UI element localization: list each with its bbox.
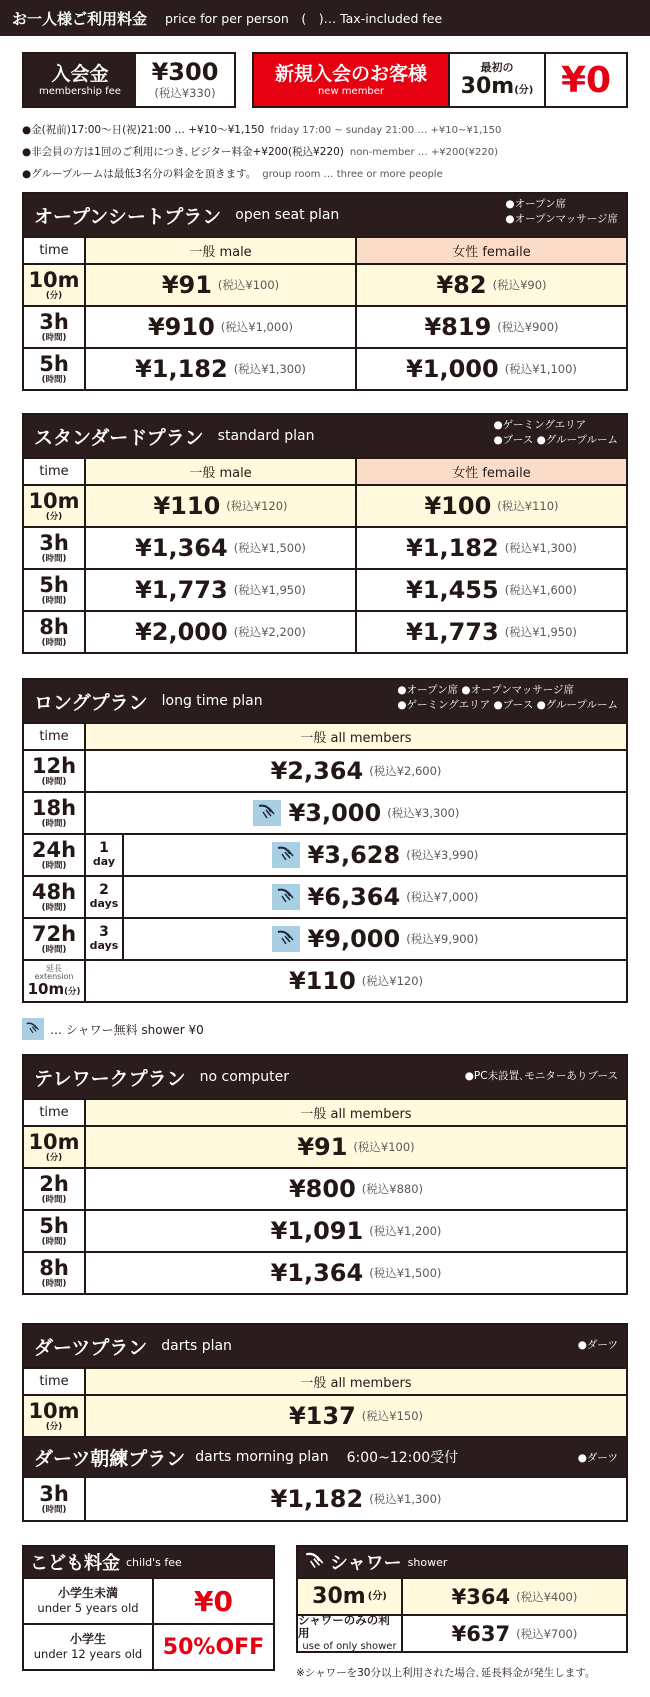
price: ¥1,364	[270, 1259, 364, 1287]
plan-header	[24, 1056, 626, 1098]
days-label: days	[89, 897, 119, 910]
tax-price: (税込¥1,600)	[504, 583, 577, 597]
col-female: 女性 femaile	[355, 238, 626, 263]
shower-icon	[272, 926, 300, 952]
membership-label: 入会金	[51, 62, 109, 85]
time-unit: (時間)	[41, 1194, 67, 1205]
time-cell	[24, 1396, 86, 1436]
time-value: 3h	[39, 309, 69, 334]
col-time: time	[24, 459, 86, 484]
days-label: days	[89, 939, 119, 952]
time-unit: (時間)	[41, 1504, 67, 1515]
time-value: 3h	[39, 1481, 69, 1506]
table-row	[24, 610, 626, 652]
time-cell	[24, 1253, 86, 1293]
price: ¥82	[436, 271, 487, 299]
price: ¥137	[288, 1402, 356, 1430]
price-cell	[403, 1616, 626, 1651]
tax-price: (税込¥3,990)	[406, 848, 479, 862]
price: ¥1,091	[270, 1217, 364, 1245]
extension-label: 延長	[46, 964, 62, 973]
plan-title: スタンダードプラン	[34, 426, 204, 449]
plan-tag: ●オープン席 ●オープンマッサージ席	[397, 684, 575, 696]
table-row	[24, 959, 626, 1001]
standard-plan-table	[22, 413, 628, 654]
days-number: 2	[99, 882, 109, 898]
time-unit: (時間)	[41, 776, 67, 787]
time-value: 10m	[28, 488, 80, 513]
time-cell	[24, 793, 86, 833]
membership-label-en: membership fee	[39, 85, 121, 97]
table-row	[24, 526, 626, 568]
header-bar	[0, 0, 650, 36]
shower-only-label-en: use of only shower	[302, 1641, 397, 1652]
tax-price: (税込¥1,500)	[233, 541, 306, 555]
table-row	[24, 347, 626, 389]
darts-morning-header	[24, 1436, 626, 1476]
time-unit: (分)	[45, 1421, 63, 1432]
tax-price: (税込¥1,200)	[369, 1224, 442, 1238]
price: ¥9,000	[307, 925, 401, 953]
shower-title-en: shower	[407, 1555, 448, 1569]
time-value: 10m	[28, 267, 80, 292]
price-cell	[86, 961, 626, 1001]
time-cell	[24, 919, 86, 959]
price: ¥910	[147, 313, 215, 341]
col-time: time	[24, 1100, 86, 1125]
time-unit: (時間)	[41, 1278, 67, 1289]
price: ¥1,773	[406, 618, 499, 646]
table-row	[24, 1167, 626, 1209]
male-price-cell	[86, 570, 355, 610]
table-row	[24, 749, 626, 791]
membership-price: ¥300	[151, 58, 219, 86]
price-cell	[86, 1127, 626, 1167]
plan-title: オープンシートプラン	[34, 205, 222, 228]
plan-header	[24, 1325, 626, 1367]
days-cell	[86, 919, 124, 959]
time-value: 8h	[39, 1255, 69, 1280]
kids-header	[24, 1547, 273, 1577]
price: ¥364	[451, 1584, 511, 1609]
plan-tag: ●ゲーミングエリア ●ブース ●グループルーム	[397, 699, 618, 711]
table-row	[24, 484, 626, 526]
time-value: 10m	[27, 980, 65, 998]
plan-tag: ●PC未設置､モニターありブース	[464, 1070, 618, 1082]
price-cell	[86, 1211, 626, 1251]
price: ¥1,182	[270, 1485, 364, 1513]
new-member-unit: (分)	[514, 85, 534, 96]
time-unit: (時間)	[41, 818, 67, 829]
male-price-cell	[86, 528, 355, 568]
page-title: お一人様ご利用料金	[12, 9, 148, 28]
new-member-minutes: 30m	[460, 74, 515, 99]
membership-fee-box	[22, 52, 236, 108]
time-unit: (時間)	[41, 374, 67, 385]
tax-price: (税込¥700)	[516, 1626, 578, 1641]
price: ¥100	[424, 492, 492, 520]
plan-title-en: darts plan	[161, 1338, 232, 1354]
time-cell	[24, 1169, 86, 1209]
price-cell	[86, 1396, 626, 1436]
time-cell	[24, 1127, 86, 1167]
table-row	[24, 305, 626, 347]
col-all: 一般 all members	[86, 1100, 626, 1125]
plan-title-en: long time plan	[161, 693, 263, 709]
price: ¥1,364	[135, 534, 228, 562]
time-cell	[24, 1478, 86, 1520]
time-cell	[24, 265, 86, 305]
age-label: 小学生未満	[57, 1586, 118, 1600]
long-plan-table	[22, 678, 628, 1003]
plan-tag: ●オープンマッサージ席	[505, 213, 618, 225]
price: ¥1,182	[406, 534, 499, 562]
note-jp: ●金(祝前)17:00〜日(祝)21:00 … +¥10〜¥1,150	[22, 124, 265, 136]
female-price-cell	[355, 349, 626, 389]
shower-header	[298, 1547, 626, 1577]
shower-icon	[304, 1552, 326, 1572]
tax-price: (税込¥150)	[361, 1409, 424, 1423]
time-cell	[24, 486, 86, 526]
table-header-row	[24, 1098, 626, 1125]
days-cell	[86, 835, 124, 875]
price-cell	[86, 751, 626, 791]
age-cell	[24, 1579, 154, 1623]
time-cell	[24, 612, 86, 652]
table-header-row	[24, 1367, 626, 1394]
time-unit: (時間)	[41, 595, 67, 606]
table-row	[24, 1476, 626, 1520]
new-member-label: 新規入会のお客様	[274, 62, 427, 85]
tax-price: (税込¥2,200)	[233, 625, 306, 639]
kids-discount: 50%OFF	[162, 1634, 265, 1660]
time-cell	[24, 961, 86, 1001]
shower-icon	[22, 1018, 44, 1040]
time-cell	[24, 751, 86, 791]
price: ¥91	[161, 271, 212, 299]
days-label: day	[92, 855, 116, 868]
plan-tag: ●ダーツ	[577, 1452, 618, 1464]
new-member-price-block	[546, 54, 626, 106]
tax-price: (税込¥3,300)	[387, 806, 460, 820]
time-unit: (時間)	[41, 902, 67, 913]
age-label-en: under 12 years old	[33, 1647, 143, 1661]
note-item	[22, 163, 501, 185]
table-row	[24, 1251, 626, 1293]
kids-price: ¥0	[194, 1584, 233, 1618]
price: ¥3,000	[288, 799, 382, 827]
membership-tax: (税込¥330)	[154, 86, 216, 100]
shower-only-cell	[298, 1613, 403, 1652]
shower-icon	[272, 842, 300, 868]
time-unit: (分)	[45, 290, 63, 301]
note-en: friday 17:00 ~ sunday 21:00 … +¥10~¥1,150	[270, 125, 502, 136]
shower-icon	[253, 800, 281, 826]
time-unit: (時間)	[41, 637, 67, 648]
female-price-cell	[355, 612, 626, 652]
plan-title: テレワークプラン	[34, 1067, 186, 1090]
kids-fee-table	[22, 1545, 275, 1671]
plan-header	[24, 194, 626, 236]
plan-tags	[465, 1069, 618, 1084]
time-value: 10m	[28, 1129, 80, 1154]
time-cell	[24, 835, 86, 875]
plan-title-en: open seat plan	[235, 207, 340, 223]
male-price-cell	[86, 265, 355, 305]
note-en: group room … three or more people	[262, 169, 443, 180]
time-value: 30m	[312, 1584, 366, 1609]
table-row	[24, 791, 626, 833]
col-all: 一般 all members	[86, 724, 626, 749]
price: ¥2,364	[270, 757, 364, 785]
time-cell	[24, 570, 86, 610]
plan-title: ダーツプラン	[34, 1336, 148, 1359]
time-value: 2h	[39, 1171, 69, 1196]
plan-title: ロングプラン	[34, 691, 148, 714]
price: ¥91	[297, 1133, 348, 1161]
price: ¥1,455	[406, 576, 499, 604]
col-time: time	[24, 724, 86, 749]
time-value: 5h	[39, 351, 69, 376]
female-price-cell	[355, 528, 626, 568]
tax-price: (税込¥1,000)	[220, 320, 293, 334]
membership-price-block	[136, 54, 234, 106]
price-cell	[86, 1169, 626, 1209]
time-value: 5h	[39, 572, 69, 597]
new-member-first: 最初の	[480, 61, 514, 74]
col-all: 一般 all members	[86, 1369, 626, 1394]
time-cell	[24, 1211, 86, 1251]
price-cell	[86, 1253, 626, 1293]
plan-tag: ●ダーツ	[577, 1339, 618, 1351]
note-en: non-member … +¥200(¥220)	[349, 147, 498, 158]
table-row	[24, 1209, 626, 1251]
female-price-cell	[355, 265, 626, 305]
membership-label-block	[24, 54, 136, 106]
shower-legend-text: … シャワー無料 shower ¥0	[50, 1022, 204, 1037]
note-item	[22, 119, 501, 141]
shower-icon	[272, 884, 300, 910]
plan-title-en: standard plan	[217, 428, 315, 444]
new-member-label-en: new member	[317, 85, 385, 97]
table-row	[24, 263, 626, 305]
shower-only-label: シャワーのみの利用	[298, 1613, 390, 1640]
female-price-cell	[355, 486, 626, 526]
male-price-cell	[86, 612, 355, 652]
col-time: time	[24, 1369, 86, 1394]
time-unit: (時間)	[41, 332, 67, 343]
shower-note: ※シャワーを30分以上利用された場合､延長料金が発生します。	[296, 1667, 596, 1679]
table-header-row	[24, 457, 626, 484]
male-price-cell	[86, 486, 355, 526]
days-cell	[86, 877, 124, 917]
time-cell	[24, 307, 86, 347]
tax-price: (税込¥1,300)	[369, 1492, 442, 1506]
tax-price: (税込¥100)	[217, 278, 280, 292]
table-row	[24, 833, 626, 875]
tax-price: (税込¥1,300)	[504, 541, 577, 555]
kids-title-en: child's fee	[126, 1555, 182, 1569]
time-unit: (時間)	[41, 553, 67, 564]
new-member-time-block	[448, 54, 546, 106]
time-value: 18h	[31, 795, 77, 820]
table-row	[24, 1577, 273, 1623]
time-unit: (分)	[64, 987, 81, 997]
plan-title-en: darts morning plan	[195, 1449, 329, 1465]
price-cell	[124, 877, 626, 917]
plan-tag: ●オープン席	[505, 198, 567, 210]
time-value: 12h	[31, 753, 77, 778]
time-value: 72h	[31, 921, 77, 946]
plan-tag: ●ブース ●グループルーム	[493, 434, 618, 446]
price: ¥1,773	[135, 576, 228, 604]
new-member-box	[252, 52, 628, 108]
time-value: 24h	[31, 837, 77, 862]
telework-plan-table	[22, 1054, 628, 1295]
tax-price: (税込¥2,600)	[369, 764, 442, 778]
table-header-row	[24, 236, 626, 263]
plan-header	[24, 415, 626, 457]
time-cell	[24, 349, 86, 389]
new-member-price: ¥0	[560, 59, 612, 101]
tax-price: (税込¥1,500)	[369, 1266, 442, 1280]
plan-hours: 6:00~12:00受付	[346, 1450, 459, 1466]
price-cell	[403, 1579, 626, 1614]
new-member-label-block	[254, 54, 448, 106]
price: ¥637	[451, 1621, 511, 1646]
price: ¥1,182	[135, 355, 228, 383]
female-price-cell	[355, 307, 626, 347]
days-number: 1	[99, 840, 109, 856]
tax-price: (税込¥9,900)	[406, 932, 479, 946]
time-unit: (分)	[367, 1591, 387, 1602]
col-male: 一般 male	[86, 459, 355, 484]
time-value: 10m	[28, 1398, 80, 1423]
notes-list	[22, 119, 501, 185]
tax-price: (税込¥90)	[492, 278, 547, 292]
shower-fee-table	[296, 1545, 628, 1653]
col-time: time	[24, 238, 86, 263]
price: ¥110	[153, 492, 221, 520]
plan-title: ダーツ朝練プラン	[34, 1447, 186, 1470]
price-cell	[86, 793, 626, 833]
table-row	[24, 1125, 626, 1167]
price: ¥6,364	[307, 883, 401, 911]
kids-title: こども料金	[30, 1553, 120, 1574]
age-label-en: under 5 years old	[37, 1601, 139, 1615]
price: ¥2,000	[135, 618, 228, 646]
time-value: 3h	[39, 530, 69, 555]
tax-price: (税込¥120)	[361, 974, 424, 988]
price-cell	[124, 835, 626, 875]
note-item	[22, 141, 501, 163]
col-male: 一般 male	[86, 238, 355, 263]
time-cell	[298, 1579, 403, 1614]
page-subtitle: price for per person ( )… Tax-included fee	[165, 11, 443, 26]
note-jp: ●グループルームは最低3名分の料金を頂きます。	[22, 168, 257, 180]
age-cell	[24, 1625, 154, 1669]
tax-price: (税込¥100)	[353, 1140, 415, 1154]
age-label: 小学生	[69, 1632, 106, 1646]
shower-title: シャワー	[330, 1553, 402, 1574]
price-cell	[86, 1478, 626, 1520]
table-header-row	[24, 722, 626, 749]
tax-price: (税込¥110)	[497, 499, 559, 513]
tax-price: (税込¥1,950)	[504, 625, 577, 639]
table-row	[24, 917, 626, 959]
table-row	[24, 1623, 273, 1669]
plan-tags	[578, 1338, 618, 1353]
darts-plan-table	[22, 1323, 628, 1522]
price-cell	[124, 919, 626, 959]
time-unit: (時間)	[41, 944, 67, 955]
time-cell	[24, 528, 86, 568]
table-row	[24, 568, 626, 610]
time-cell	[24, 877, 86, 917]
tax-price: (税込¥120)	[226, 499, 288, 513]
tax-price: (税込¥1,950)	[233, 583, 306, 597]
col-female: 女性 femaile	[355, 459, 626, 484]
male-price-cell	[86, 349, 355, 389]
days-number: 3	[99, 924, 109, 940]
tax-price: (税込¥1,300)	[233, 362, 306, 376]
tax-price: (税込¥1,100)	[504, 362, 577, 376]
tax-price: (税込¥400)	[516, 1589, 578, 1604]
price: ¥3,628	[307, 841, 401, 869]
time-unit: (分)	[45, 511, 63, 522]
price: ¥819	[424, 313, 492, 341]
plan-tags	[493, 418, 618, 448]
time-unit: (分)	[45, 1152, 63, 1163]
time-value: 5h	[39, 1213, 69, 1238]
time-value: 48h	[31, 879, 77, 904]
plan-header	[24, 680, 626, 722]
note-jp: ●非会員の方は1回のご利用につき､ビジター料金+¥200(税込¥220)	[22, 146, 344, 158]
plan-tags	[397, 683, 618, 713]
shower-legend	[22, 1018, 204, 1040]
tax-price: (税込¥880)	[361, 1182, 424, 1196]
time-unit: (時間)	[41, 1236, 67, 1247]
plan-tags	[505, 197, 618, 227]
time-value: 8h	[39, 614, 69, 639]
price: ¥800	[288, 1175, 356, 1203]
plan-title-en: no computer	[199, 1069, 290, 1085]
price: ¥110	[288, 967, 356, 995]
table-row	[24, 1394, 626, 1436]
open-seat-plan-table	[22, 192, 628, 391]
price: ¥1,000	[406, 355, 499, 383]
tax-price: (税込¥7,000)	[406, 890, 479, 904]
female-price-cell	[355, 570, 626, 610]
table-row	[298, 1577, 626, 1614]
extension-label-en: extension	[34, 972, 74, 981]
tax-price: (税込¥900)	[497, 320, 559, 334]
table-row	[24, 875, 626, 917]
plan-tag: ●ゲーミングエリア	[493, 419, 587, 431]
table-row	[298, 1614, 626, 1651]
time-unit: (時間)	[41, 860, 67, 871]
male-price-cell	[86, 307, 355, 347]
